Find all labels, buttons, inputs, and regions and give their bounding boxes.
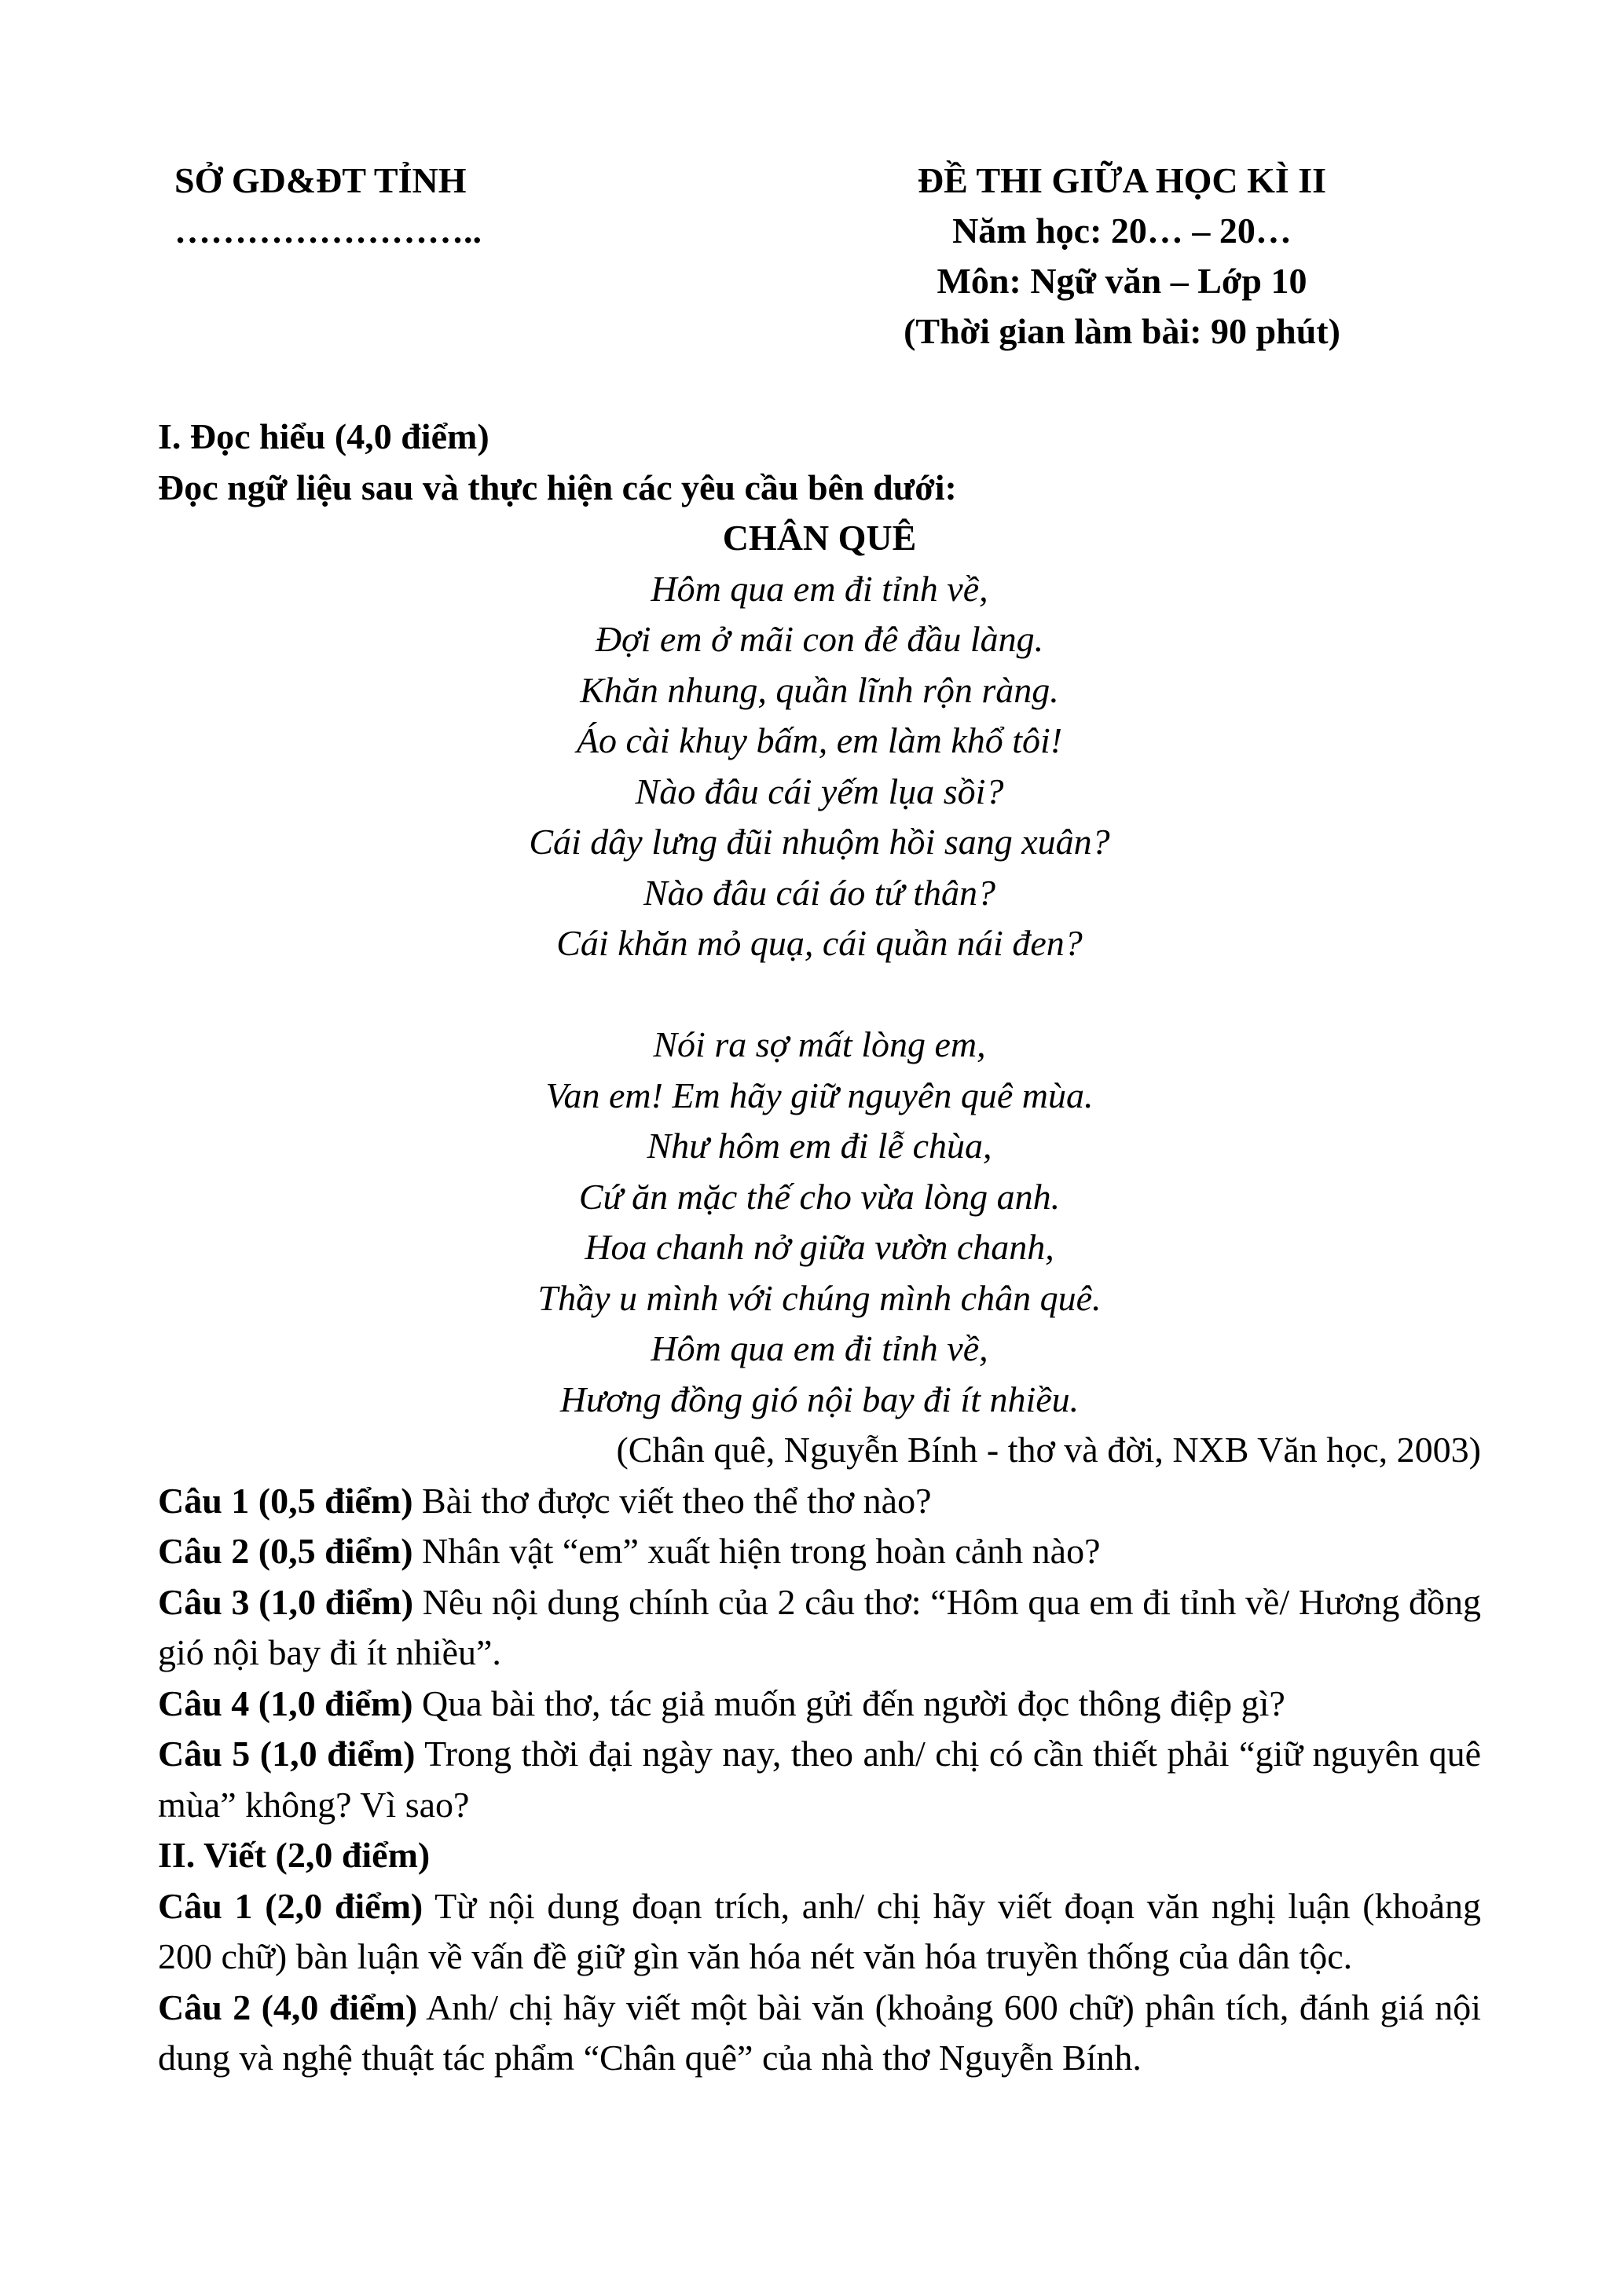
question-4 xyxy=(158,1679,1481,1730)
question-label: Câu 4 (1,0 điểm) xyxy=(158,1683,413,1723)
poem-line: Cái dây lưng đũi nhuộm hồi sang xuân? xyxy=(529,822,1110,862)
question-2 xyxy=(158,1526,1481,1577)
question-text: Bài thơ được viết theo thể thơ nào? xyxy=(412,1480,932,1521)
question-text: Qua bài thơ, tác giả muốn gửi đến người đọc thông điệp gì? xyxy=(412,1683,1285,1723)
school-year: Năm học: 20… – 20… xyxy=(952,211,1292,251)
poem-citation: (Chân quê, Nguyễn Bính - thơ và đời, NXB Văn học, 2003) xyxy=(616,1430,1481,1470)
section2-title: II. Viết (2,0 điểm) xyxy=(158,1835,431,1875)
department-name: SỞ GD&ĐT TỈNH xyxy=(174,160,467,200)
header-right xyxy=(871,156,1373,357)
writing-question-1 xyxy=(158,1881,1481,1983)
poem-line: Van em! Em hãy giữ nguyên quê mùa. xyxy=(545,1075,1094,1115)
poem-line: Áo cài khuy bấm, em làm khổ tôi! xyxy=(576,720,1063,760)
poem-stanza-1 xyxy=(158,564,1481,969)
poem-line: Nói ra sợ mất lòng em, xyxy=(653,1024,986,1064)
poem-line: Hôm qua em đi tỉnh về, xyxy=(651,1328,988,1368)
poem-line: Hoa chanh nở giữa vườn chanh, xyxy=(585,1227,1054,1267)
duration: (Thời gian làm bài: 90 phút) xyxy=(904,311,1340,351)
stanza-gap xyxy=(158,969,1481,1020)
question-text: Từ nội dung đoạn trích, anh/ chị hãy viết đoạn văn nghị luận (khoảng 200 chữ) bàn luận về vấn đề giữ gìn văn hóa nét văn hóa truyền thống của dân tộc. xyxy=(158,1885,1481,1976)
question-label: Câu 1 (0,5 điểm) xyxy=(158,1480,413,1521)
question-label: Câu 1 (2,0 điểm) xyxy=(158,1885,423,1926)
question-text: Nhân vật “em” xuất hiện trong hoàn cảnh nào? xyxy=(412,1531,1101,1571)
question-text: Trong thời đại ngày nay, theo anh/ chị có cần thiết phải “giữ nguyên quê mùa” không? Vì sao? xyxy=(158,1734,1481,1825)
exam-title: ĐỀ THI GIỮA HỌC KÌ II xyxy=(917,160,1327,200)
poem-stanza-2 xyxy=(158,1020,1481,1425)
department-dots: …………………….. xyxy=(174,211,482,251)
poem-line: Cái khăn mỏ quạ, cái quần nái đen? xyxy=(556,923,1083,963)
question-label: Câu 2 (4,0 điểm) xyxy=(158,1987,418,2027)
section1-title: I. Đọc hiểu (4,0 điểm) xyxy=(158,416,489,456)
poem-line: Cứ ăn mặc thế cho vừa lòng anh. xyxy=(578,1176,1061,1217)
poem-title: CHÂN QUÊ xyxy=(722,518,917,558)
writing-question-2 xyxy=(158,1983,1481,2084)
question-label: Câu 3 (1,0 điểm) xyxy=(158,1581,414,1622)
exam-body xyxy=(158,412,1481,2084)
poem-line: Khăn nhung, quần lĩnh rộn ràng. xyxy=(580,669,1059,710)
question-3 xyxy=(158,1577,1481,1679)
subject: Môn: Ngữ văn – Lớp 10 xyxy=(937,261,1307,301)
header-left xyxy=(174,156,482,256)
poem-line: Hôm qua em đi tỉnh về, xyxy=(651,568,988,609)
section1-instruction: Đọc ngữ liệu sau và thực hiện các yêu cầu bên dưới: xyxy=(158,467,957,507)
question-5 xyxy=(158,1729,1481,1830)
question-label: Câu 2 (0,5 điểm) xyxy=(158,1531,413,1571)
poem-line: Hương đồng gió nội bay đi ít nhiều. xyxy=(559,1379,1080,1419)
question-text: Anh/ chị hãy viết một bài văn (khoảng 600 chữ) phân tích, đánh giá nội dung và nghệ thuật tác phẩm “Chân quê” của nhà thơ Nguyễn Bính. xyxy=(158,1987,1481,2078)
poem-line: Nào đâu cái áo tứ thân? xyxy=(643,872,996,913)
question-text: Nêu nội dung chính của 2 câu thơ: “Hôm qua em đi tỉnh về/ Hương đồng gió nội bay đi ít nhiều”. xyxy=(158,1581,1481,1672)
question-label: Câu 5 (1,0 điểm) xyxy=(158,1734,416,1774)
poem-line: Thầy u mình với chúng mình chân quê. xyxy=(537,1277,1102,1318)
poem-line: Nào đâu cái yếm lụa sồi? xyxy=(635,771,1004,811)
poem-line: Như hôm em đi lễ chùa, xyxy=(647,1126,992,1166)
question-1 xyxy=(158,1476,1481,1527)
poem-line: Đợi em ở mãi con đê đầu làng. xyxy=(595,619,1044,659)
